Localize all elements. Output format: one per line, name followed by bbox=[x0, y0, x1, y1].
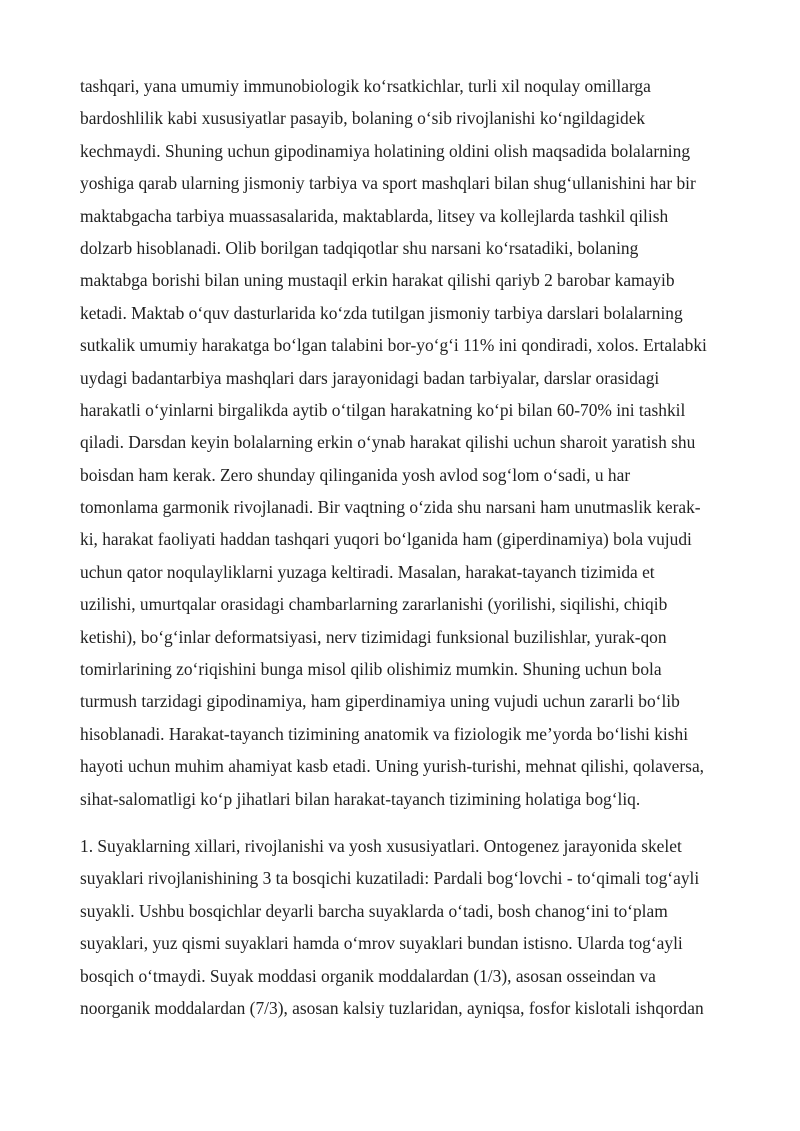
text-line: tashqari, yana umumiy immunobiologik ko‘rsatkichlar, turli xil noqulay omillarga bbox=[80, 76, 651, 96]
paragraph-2 bbox=[80, 830, 770, 1024]
text-line: bardoshlilik kabi xususiyatlar pasayib, bolaning o‘sib rivojlanishi ko‘ngildagidek bbox=[80, 108, 646, 129]
text-line: hisoblanadi. Harakat-tayanch tizimining anatomik va fiziologik me’yorda bo‘lishi kishi bbox=[80, 723, 689, 744]
text-line: maktabgacha tarbiya muassasalarida, maktablarda, litsey va kollejlarda tashkil qilish bbox=[80, 205, 669, 226]
text-line: noorganik moddalardan (7/3), asosan kalsiy tuzlaridan, ayniqsa, fosfor kislotali ishqordan bbox=[80, 997, 704, 1018]
paragraph-gap bbox=[80, 815, 770, 830]
text-line: boisdan ham kerak. Zero shunday qilinganida yosh avlod sog‘lom o‘sadi, u har bbox=[80, 464, 631, 485]
text-line: tomirlarining zo‘riqishini bunga misol qilib olishimiz mumkin. Shuning uchun bola bbox=[80, 659, 662, 680]
text-line: ketadi. Maktab o‘quv dasturlarida ko‘zda tutilgan jismoniy tarbiya darslari bolalarning bbox=[80, 302, 683, 323]
text-line: turmush tarzidagi gipodinamiya, ham giperdinamiya uning vujudi uchun zararli bo‘lib bbox=[80, 691, 680, 712]
text-line: uzilishi, umurtqalar orasidagi chambarlarning zararlanishi (yorilishi, siqilishi, chiqib bbox=[80, 594, 668, 615]
text-line: bosqich o‘tmaydi. Suyak moddasi organik moddalardan (1/3), asosan osseindan va bbox=[80, 965, 656, 986]
paragraph-1 bbox=[80, 70, 770, 815]
text-line: sihat-salomatligi ko‘p jihatlari bilan harakat-tayanch tizimining holatiga bog‘liq. bbox=[80, 788, 641, 809]
text-line: suyaklari, yuz qismi suyaklari hamda o‘mrov suyaklari bundan istisno. Ularda tog‘ayli bbox=[80, 933, 683, 954]
text-line: qiladi. Darsdan keyin bolalarning erkin o‘ynab harakat qilishi uchun sharoit yaratish shu bbox=[80, 432, 696, 453]
body-text bbox=[80, 70, 770, 1024]
text-line: uchun qator noqulayliklarni yuzaga keltiradi. Masalan, harakat-tayanch tizimida et bbox=[80, 561, 655, 582]
text-line: 1. Suyaklarning xillari, rivojlanishi va yosh xususiyatlari. Ontogenez jarayonida skelet bbox=[80, 835, 682, 856]
text-line: suyakli. Ushbu bosqichlar deyarli barcha suyaklarda o‘tadi, bosh chanog‘ini to‘plam bbox=[80, 900, 668, 921]
text-line: sutkalik umumiy harakatga bo‘lgan talabini bor-yo‘g‘i 11% ini qondiradi, xolos. Ertalabki bbox=[80, 335, 707, 356]
text-line: hayoti uchun muhim ahamiyat kasb etadi. Uning yurish-turishi, mehnat qilishi, qolaversa, bbox=[80, 756, 705, 777]
text-line: harakatli o‘yinlarni birgalikda aytib o‘tilgan harakatning ko‘pi bilan 60-70% ini tashkil bbox=[80, 399, 686, 420]
text-line: uydagi badantarbiya mashqlari dars jarayonidagi badan tarbiyalar, darslar orasidagi bbox=[80, 367, 660, 388]
text-line: maktabga borishi bilan uning mustaqil erkin harakat qilishi qariyb 2 barobar kamayib bbox=[80, 270, 675, 291]
text-line: tomonlama garmonik rivojlanadi. Bir vaqtning o‘zida shu narsani ham unutmaslik kerak- bbox=[80, 497, 701, 518]
text-line: ki, harakat faoliyati haddan tashqari yuqori bo‘lganida ham (giperdinamiya) bola vujudi bbox=[80, 529, 692, 550]
text-line: kechmaydi. Shuning uchun gipodinamiya holatining oldini olish maqsadida bolalarning bbox=[80, 140, 691, 161]
text-line: yoshiga qarab ularning jismoniy tarbiya va sport mashqlari bilan shug‘ullanishini har bir bbox=[80, 173, 696, 194]
text-line: suyaklari rivojlanishining 3 ta bosqichi kuzatiladi: Pardali bog‘lovchi - to‘qimali tog‘ayli bbox=[80, 868, 700, 889]
text-line: ketishi), bo‘g‘inlar deformatsiyasi, nerv tizimidagi funksional buzilishlar, yurak-qon bbox=[80, 626, 667, 647]
text-line: dolzarb hisoblanadi. Olib borilgan tadqiqotlar shu narsani ko‘rsatadiki, bolaning bbox=[80, 237, 639, 258]
